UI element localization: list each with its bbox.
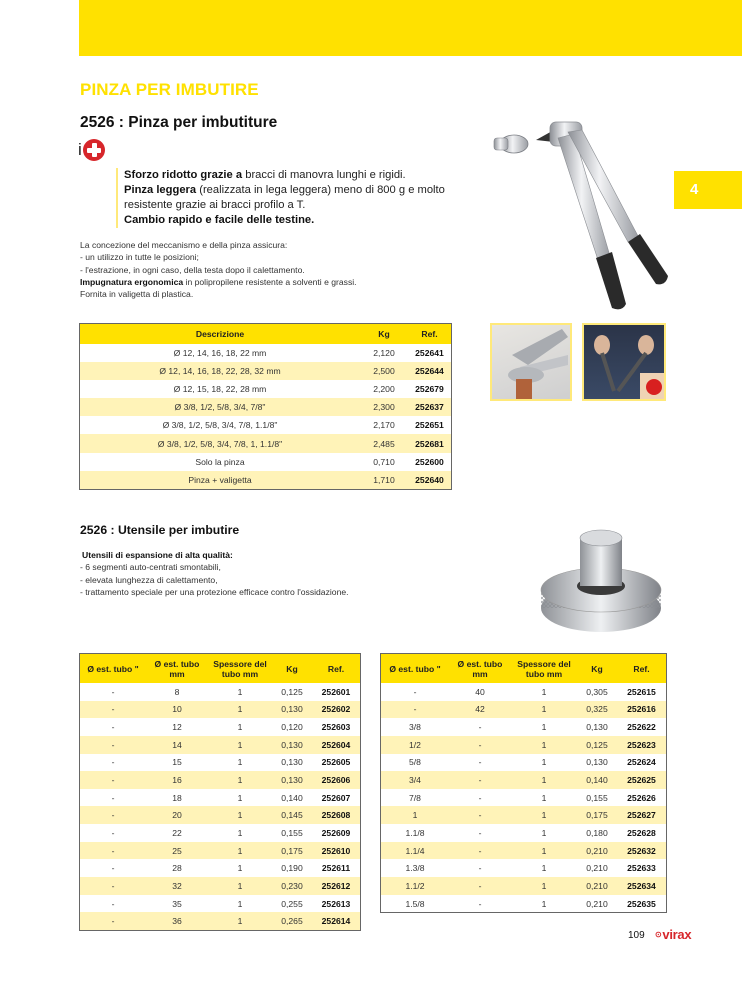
- table-cell: 1/2: [381, 736, 449, 754]
- table-cell: 1.5/8: [405, 898, 425, 909]
- table-row: [80, 859, 360, 877]
- pliers-head-closeup-image: [490, 323, 572, 401]
- table-row: [80, 362, 451, 380]
- product-description: [80, 239, 357, 300]
- table-cell: 25: [146, 842, 208, 860]
- table-row: [80, 789, 360, 807]
- table-cell: -: [80, 771, 146, 789]
- table-cell: 1: [541, 686, 547, 697]
- table-cell: -: [449, 877, 511, 895]
- table-row: [80, 912, 360, 930]
- table-cell: 1: [237, 757, 243, 768]
- table-cell: 1: [511, 877, 577, 895]
- table-row: [80, 806, 360, 824]
- table-cell: -: [478, 722, 482, 733]
- table-cell: 18: [172, 792, 182, 803]
- ref-cell: 252616: [617, 701, 666, 719]
- table-cell: -: [478, 898, 482, 909]
- ref-cell: 252679: [415, 384, 444, 395]
- table-cell: 32: [146, 877, 208, 895]
- table-cell: 0,210: [586, 863, 608, 874]
- table-cell: 1: [381, 806, 449, 824]
- pliers-table: [79, 323, 452, 490]
- heads-table-right: [380, 653, 667, 913]
- brand-mark-icon: ⊙: [655, 930, 662, 939]
- table-cell: 1: [237, 827, 243, 838]
- table-cell: 0,210: [577, 877, 617, 895]
- desc-bullet: - 6 segmenti auto-centrati smontabili,: [80, 562, 221, 573]
- ref-cell: 252644: [408, 362, 451, 380]
- product-title: 2526 : Pinza per imbutiture: [80, 114, 278, 131]
- column-header: Ø est. tubo ": [381, 654, 449, 683]
- section-tab[interactable]: 4: [674, 171, 742, 209]
- ref-cell: 252622: [627, 722, 656, 733]
- table-cell: 1: [511, 701, 577, 719]
- expansion-head-image: [536, 516, 666, 638]
- table-cell: Solo la pinza: [195, 456, 245, 467]
- ref-cell: 252625: [617, 771, 666, 789]
- ref-cell: 252611: [321, 863, 351, 874]
- table-cell: 0,130: [281, 757, 303, 768]
- ref-cell: 252613: [321, 898, 351, 909]
- table-row: [381, 877, 666, 895]
- table-row: [80, 771, 360, 789]
- table-cell: 2,500: [360, 362, 408, 380]
- table-cell: 1: [237, 898, 243, 909]
- column-header: Kg: [360, 324, 408, 344]
- table-cell: 0,120: [281, 722, 303, 733]
- column-header: Spessore del tubo mm: [511, 654, 577, 683]
- ref-cell: 252640: [408, 471, 451, 489]
- table-cell: Pinza + valigetta: [80, 471, 360, 489]
- column-header: Ref.: [312, 654, 360, 683]
- table-cell: 0,125: [577, 736, 617, 754]
- ref-cell: 252610: [312, 842, 360, 860]
- table-cell: 1: [208, 912, 272, 930]
- feature-item: Pinza leggera (realizzata in lega leggera) meno di 800 g e molto resistente grazie ai bracci profilo a T.: [124, 184, 445, 211]
- table-row: [80, 453, 451, 471]
- table-row: [80, 701, 360, 719]
- ref-cell: 252605: [321, 757, 351, 768]
- table-cell: 1: [511, 806, 577, 824]
- ref-cell: 252612: [312, 877, 360, 895]
- table-cell: 1: [208, 806, 272, 824]
- table-row: [80, 824, 360, 842]
- table-cell: Ø 3/8, 1/2, 5/8, 3/4, 7/8, 1, 1.1/8": [80, 434, 360, 452]
- table-cell: 20: [146, 806, 208, 824]
- ref-cell: 252623: [617, 736, 666, 754]
- table-row: [80, 416, 451, 434]
- table-cell: 3/4: [381, 771, 449, 789]
- table-row: [381, 771, 666, 789]
- table-cell: 1: [237, 863, 243, 874]
- table-row: [381, 754, 666, 772]
- table-cell: 1: [541, 792, 547, 803]
- table-cell: -: [413, 686, 417, 697]
- table-cell: 2,485: [360, 434, 408, 452]
- table-cell: 0,125: [281, 686, 303, 697]
- table-cell: 0,265: [272, 912, 312, 930]
- column-header: Ref.: [408, 324, 451, 344]
- desc-intro: La concezione del meccanismo e della pinza assicura:: [80, 240, 288, 250]
- ref-cell: 252607: [321, 792, 351, 803]
- table-cell: 1,710: [360, 471, 408, 489]
- table-cell: 1: [541, 827, 547, 838]
- table-cell: 0,210: [586, 898, 608, 909]
- table-cell: 0,710: [373, 456, 395, 467]
- pliers-in-use-image: [582, 323, 666, 401]
- table-cell: 1.1/8: [405, 827, 425, 838]
- table-row: [80, 344, 451, 362]
- table-cell: 1: [208, 771, 272, 789]
- ref-cell: 252633: [627, 863, 656, 874]
- table-cell: -: [80, 912, 146, 930]
- table-cell: -: [111, 757, 115, 768]
- ref-cell: 252624: [627, 757, 656, 768]
- table-row: [80, 471, 451, 489]
- table-row: [381, 701, 666, 719]
- table-cell: -: [111, 686, 115, 697]
- table-row: [80, 683, 360, 701]
- table-row: [381, 842, 666, 860]
- table-cell: -: [478, 827, 482, 838]
- table-cell: 42: [449, 701, 511, 719]
- info-row: [78, 139, 105, 161]
- column-header: Descrizione: [80, 324, 360, 344]
- table-cell: 0,130: [272, 736, 312, 754]
- table-cell: 28: [172, 863, 182, 874]
- table-cell: 1.3/8: [405, 863, 425, 874]
- ref-cell: 252641: [415, 348, 444, 359]
- table-cell: 2,120: [373, 348, 395, 359]
- ref-cell: 252626: [627, 792, 656, 803]
- table-cell: 14: [146, 736, 208, 754]
- heads-table-left: [79, 653, 361, 931]
- table-row: [381, 683, 666, 701]
- table-row: [381, 789, 666, 807]
- table-cell: 1: [237, 722, 243, 733]
- table-cell: 0,230: [272, 877, 312, 895]
- table-cell: 3/8: [409, 722, 421, 733]
- table-cell: -: [80, 806, 146, 824]
- desc-case: Fornita in valigetta di plastica.: [80, 289, 194, 300]
- feature-item: Cambio rapido e facile delle testine.: [124, 214, 315, 226]
- table-cell: -: [111, 792, 115, 803]
- ref-cell: 252600: [415, 456, 444, 467]
- desc-bullet: - elevata lunghezza di calettamento,: [80, 574, 218, 585]
- table-cell: 0,130: [272, 701, 312, 719]
- table-row: [381, 736, 666, 754]
- ref-cell: 252615: [627, 686, 656, 697]
- table-cell: 35: [172, 898, 182, 909]
- ref-cell: 252628: [627, 827, 656, 838]
- table-cell: 12: [172, 722, 182, 733]
- header-band: [79, 0, 742, 56]
- table-cell: 8: [174, 686, 180, 697]
- table-cell: -: [80, 736, 146, 754]
- table-row: [80, 842, 360, 860]
- table-cell: 0,145: [272, 806, 312, 824]
- table-cell: -: [449, 806, 511, 824]
- ref-cell: 252608: [312, 806, 360, 824]
- table-cell: 40: [475, 686, 485, 697]
- ref-cell: 252606: [312, 771, 360, 789]
- column-header: Kg: [272, 654, 312, 683]
- column-header: Spessore del tubo mm: [208, 654, 272, 683]
- feature-item: Sforzo ridotto grazie a bracci di manovra lunghi e rigidi.: [124, 169, 406, 181]
- column-header: Ø est. tubo mm: [449, 654, 511, 683]
- table-cell: 36: [146, 912, 208, 930]
- table-cell: -: [449, 736, 511, 754]
- column-header: Ref.: [617, 654, 666, 683]
- table-cell: 0,325: [577, 701, 617, 719]
- table-row: [80, 754, 360, 772]
- table-cell: -: [449, 842, 511, 860]
- table-cell: 0,210: [577, 842, 617, 860]
- table-cell: 1: [208, 877, 272, 895]
- table-cell: 22: [172, 827, 182, 838]
- desc-bullet: - l'estrazione, in ogni caso, della testa dopo il calettamento.: [80, 264, 305, 275]
- table-cell: 1: [541, 898, 547, 909]
- ref-cell: 252681: [408, 434, 451, 452]
- table-row: [381, 895, 666, 913]
- table-cell: 2,200: [373, 384, 395, 395]
- column-header: Ø est. tubo mm: [146, 654, 208, 683]
- table-row: [381, 806, 666, 824]
- feature-list: [116, 168, 474, 228]
- table-row: [80, 718, 360, 736]
- table-row: [80, 895, 360, 913]
- table-cell: 0,130: [586, 757, 608, 768]
- table-cell: -: [80, 877, 146, 895]
- table-cell: -: [449, 771, 511, 789]
- table-cell: -: [381, 701, 449, 719]
- table-cell: 1: [511, 771, 577, 789]
- table-cell: 0,175: [272, 842, 312, 860]
- table-cell: 1.1/4: [381, 842, 449, 860]
- table-row: [381, 718, 666, 736]
- table-cell: -: [478, 792, 482, 803]
- table-cell: Ø 3/8, 1/2, 5/8, 3/4, 7/8, 1.1/8": [162, 420, 278, 431]
- table-cell: -: [111, 827, 115, 838]
- desc-bullet: - un utilizzo in tutte le posizioni;: [80, 252, 199, 263]
- table-cell: 1: [208, 736, 272, 754]
- table-cell: 15: [172, 757, 182, 768]
- table-cell: 1: [511, 736, 577, 754]
- table-cell: 1: [511, 842, 577, 860]
- table-cell: 0,140: [577, 771, 617, 789]
- table-cell: 10: [146, 701, 208, 719]
- column-header: Ø est. tubo ": [80, 654, 146, 683]
- ref-cell: 252603: [321, 722, 351, 733]
- table-cell: 1: [237, 686, 243, 697]
- table-cell: 0,305: [586, 686, 608, 697]
- product-title-2: 2526 : Utensile per imbutire: [80, 523, 240, 537]
- table-cell: 1: [541, 722, 547, 733]
- info-letter: i: [78, 140, 82, 159]
- table-cell: Ø 12, 14, 16, 18, 22 mm: [173, 348, 267, 359]
- desc-ergonomic: Impugnatura ergonomica in polipropilene resistente a solventi e grassi.: [80, 276, 357, 287]
- table-cell: 0,140: [281, 792, 303, 803]
- table-cell: 1: [237, 792, 243, 803]
- table-row: [381, 859, 666, 877]
- ref-cell: 252602: [312, 701, 360, 719]
- table-cell: 0,155: [281, 827, 303, 838]
- pliers-image: [488, 108, 668, 318]
- table-row: [80, 877, 360, 895]
- table-cell: 1: [208, 701, 272, 719]
- product-description-2: [80, 549, 349, 598]
- table-cell: 0,155: [586, 792, 608, 803]
- table-row: [381, 824, 666, 842]
- ref-cell: 252637: [408, 398, 451, 416]
- table-cell: 0,130: [586, 722, 608, 733]
- table-cell: 0,180: [586, 827, 608, 838]
- table-cell: 0,130: [272, 771, 312, 789]
- table-cell: -: [478, 863, 482, 874]
- brand-logo: [655, 927, 691, 942]
- table-row: [80, 736, 360, 754]
- plus-icon: [83, 139, 105, 161]
- brand-name: virax: [662, 927, 692, 942]
- table-row: [80, 398, 451, 416]
- table-cell: 2,170: [373, 420, 395, 431]
- ref-cell: 252609: [321, 827, 351, 838]
- desc-bullet: - trattamento speciale per una protezione efficace contro l'ossidazione.: [80, 586, 349, 597]
- table-cell: 7/8: [409, 792, 421, 803]
- table-cell: -: [478, 757, 482, 768]
- ref-cell: 252604: [312, 736, 360, 754]
- table-cell: Ø 12, 15, 18, 22, 28 mm: [173, 384, 267, 395]
- table-cell: 1: [541, 863, 547, 874]
- table-cell: 1: [541, 757, 547, 768]
- table-cell: Ø 3/8, 1/2, 5/8, 3/4, 7/8": [80, 398, 360, 416]
- table-cell: 0,255: [281, 898, 303, 909]
- table-cell: 0,190: [281, 863, 303, 874]
- table-row: [80, 434, 451, 452]
- table-cell: 0,175: [577, 806, 617, 824]
- table-cell: -: [111, 898, 115, 909]
- desc-heading: Utensili di espansione di alta qualità:: [82, 550, 233, 560]
- table-cell: 1.1/2: [381, 877, 449, 895]
- table-cell: -: [80, 701, 146, 719]
- page-number: 109: [628, 930, 645, 941]
- column-header: Kg: [577, 654, 617, 683]
- ref-cell: 252632: [617, 842, 666, 860]
- table-row: [80, 380, 451, 398]
- table-cell: 2,300: [360, 398, 408, 416]
- ref-cell: 252651: [415, 420, 444, 431]
- table-cell: -: [111, 722, 115, 733]
- ref-cell: 252634: [617, 877, 666, 895]
- table-cell: 5/8: [409, 757, 421, 768]
- ref-cell: 252601: [321, 686, 351, 697]
- table-cell: -: [111, 863, 115, 874]
- ref-cell: 252635: [627, 898, 656, 909]
- table-cell: Ø 12, 14, 16, 18, 22, 28, 32 mm: [80, 362, 360, 380]
- table-cell: -: [80, 842, 146, 860]
- table-cell: 1: [208, 842, 272, 860]
- ref-cell: 252627: [617, 806, 666, 824]
- section-title: PINZA PER IMBUTIRE: [80, 80, 259, 99]
- table-cell: 16: [146, 771, 208, 789]
- ref-cell: 252614: [312, 912, 360, 930]
